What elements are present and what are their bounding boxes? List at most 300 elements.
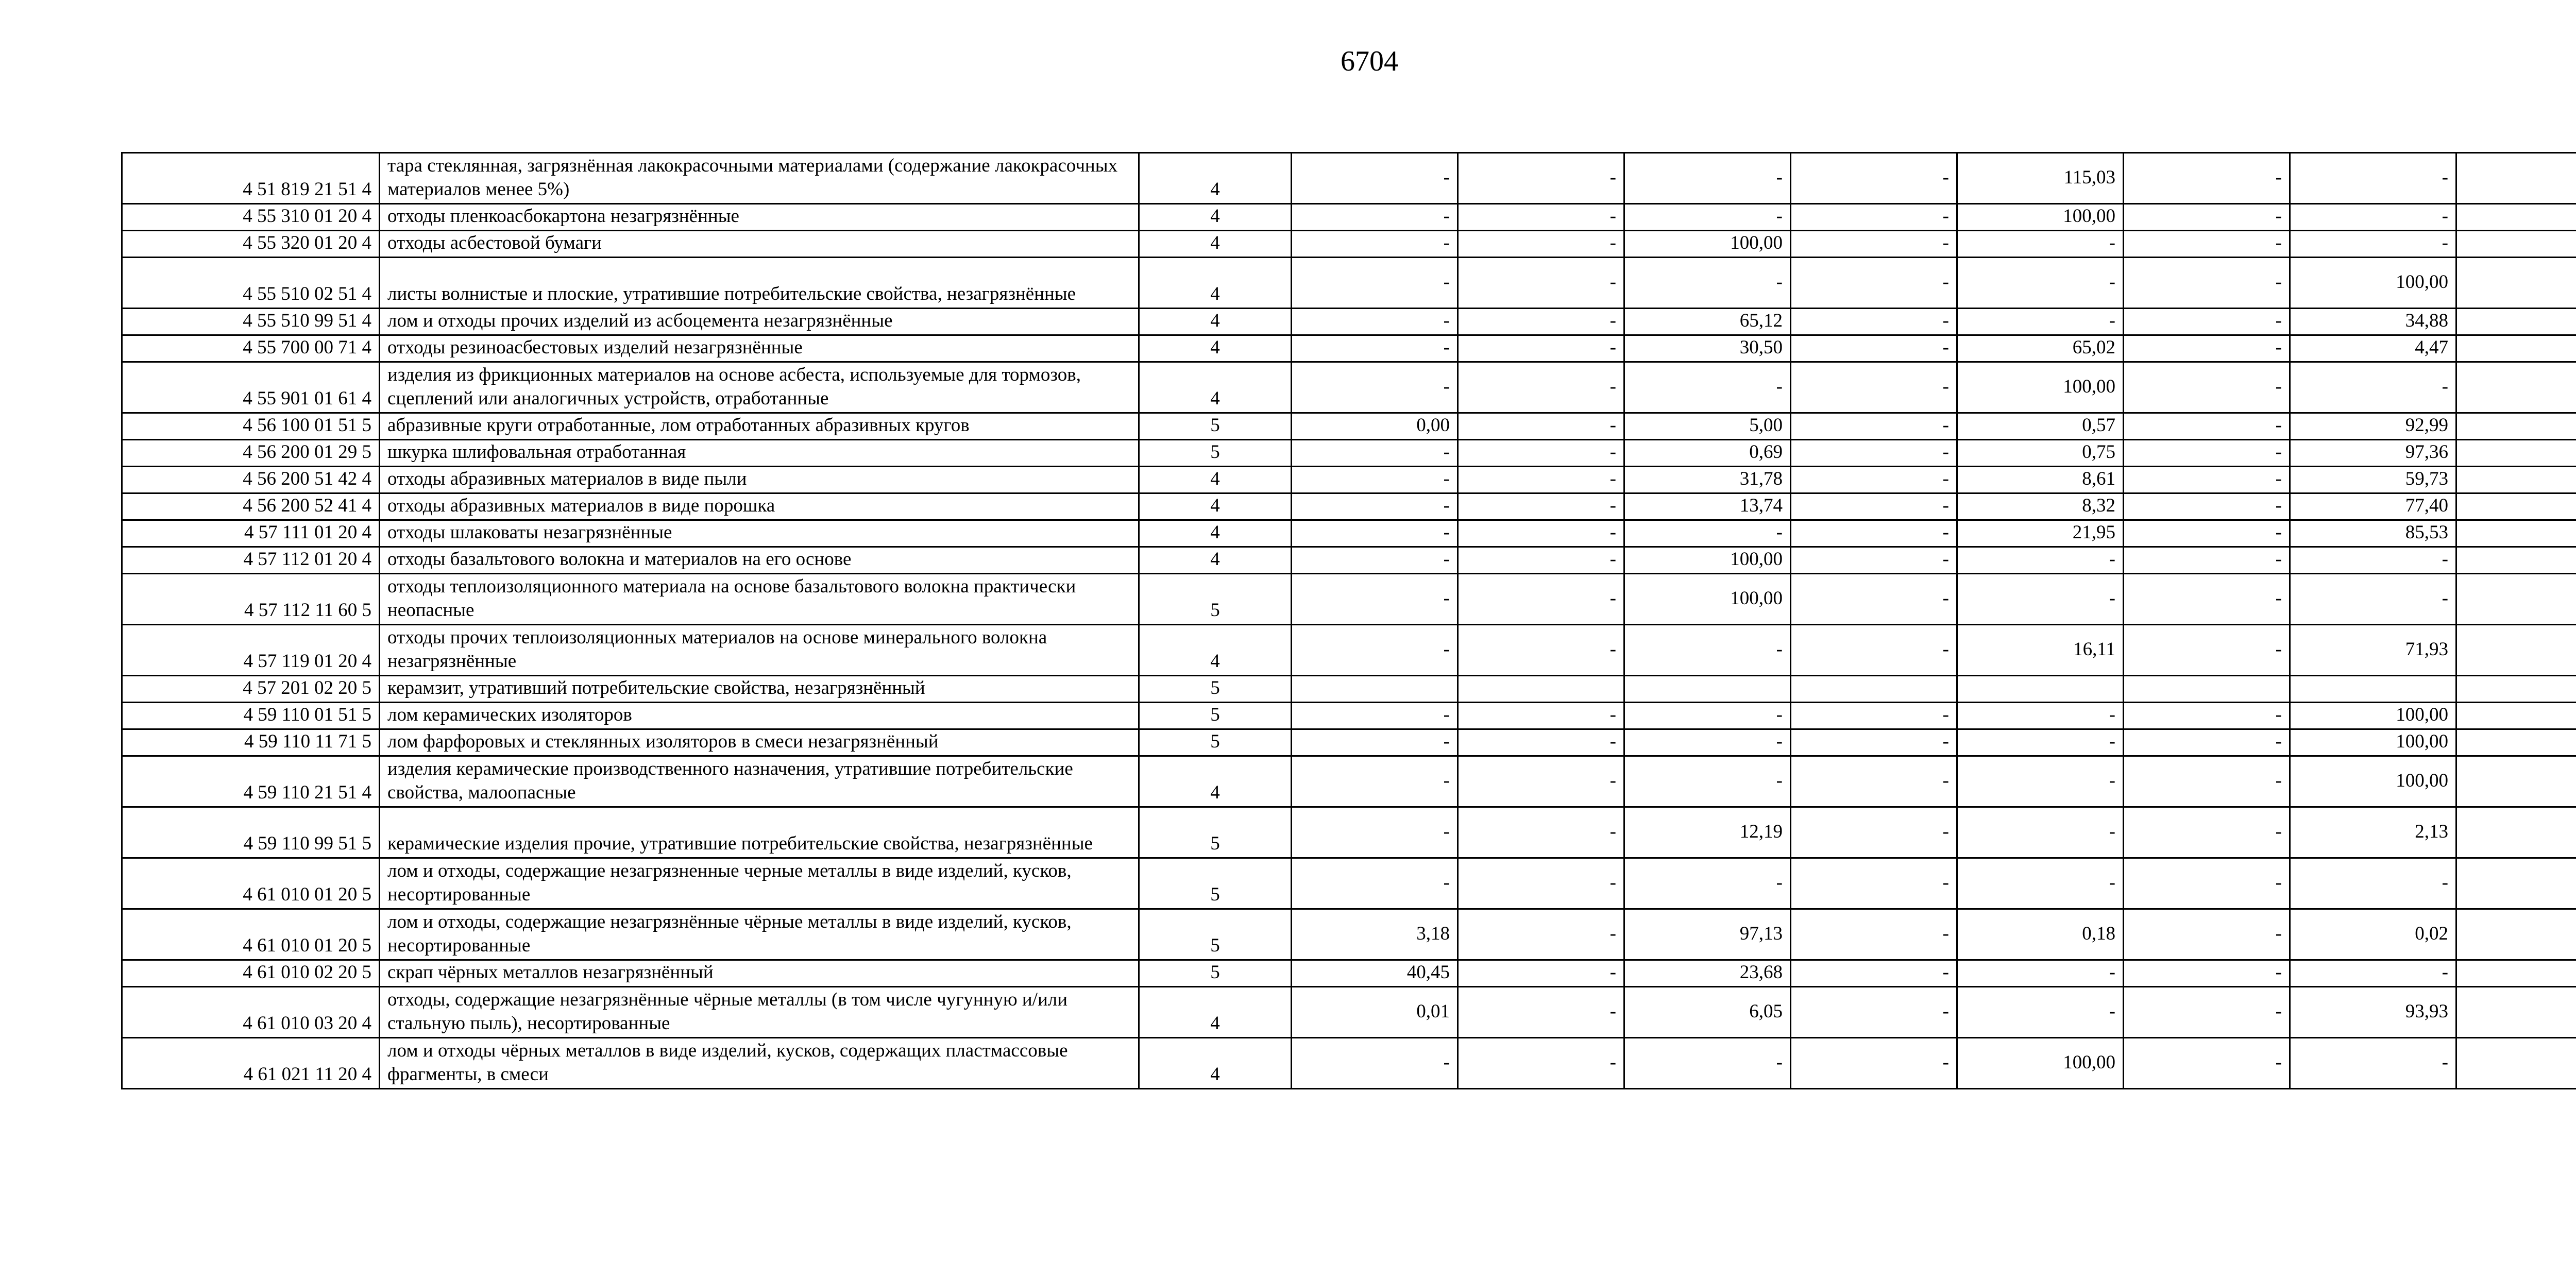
value-cell: - — [2290, 547, 2456, 574]
hazard-class-cell: 4 — [1139, 335, 1292, 362]
waste-code-cell: 4 57 119 01 20 4 — [122, 625, 380, 676]
value-cell: - — [1292, 1038, 1458, 1089]
table-row — [122, 909, 2576, 960]
waste-name-cell: отходы, содержащие незагрязнённые чёрные металлы (в том числе чугунную и/или стальную пыль), несортированные — [380, 987, 1139, 1038]
value-cell: 97,13 — [1624, 909, 1791, 960]
value-cell: - — [1791, 858, 1957, 909]
value-cell — [2124, 676, 2290, 703]
value-cell: - — [1791, 467, 1957, 493]
value-cell: - — [1458, 807, 1624, 858]
value-cell: - — [1458, 909, 1624, 960]
value-cell: - — [1957, 574, 2124, 625]
hazard-class-cell: 4 — [1139, 231, 1292, 258]
value-cell: - — [1458, 960, 1624, 987]
value-cell: 30,50 — [1624, 335, 1791, 362]
waste-name-cell: тара стеклянная, загрязнённая лакокрасочными материалами (содержание лакокрасочных материалов менее 5%) — [380, 153, 1139, 204]
table-row — [122, 960, 2576, 987]
value-cell: - — [2124, 807, 2290, 858]
value-cell — [2456, 729, 2576, 756]
waste-name-cell: лом и отходы чёрных металлов в виде изделий, кусков, содержащих пластмассовые фрагменты, в смеси — [380, 1038, 1139, 1089]
waste-name-cell: лом фарфоровых и стеклянных изоляторов в смеси незагрязнённый — [380, 729, 1139, 756]
value-cell: - — [1624, 625, 1791, 676]
value-cell — [2456, 676, 2576, 703]
waste-name-cell: отходы пленкоасбокартона незагрязнённые — [380, 204, 1139, 231]
table-row — [122, 625, 2576, 676]
value-cell — [2456, 547, 2576, 574]
value-cell: - — [1957, 703, 2124, 729]
value-cell — [2456, 335, 2576, 362]
waste-name-cell: абразивные круги отработанные, лом отработанных абразивных кругов — [380, 413, 1139, 440]
value-cell: 8,61 — [1957, 467, 2124, 493]
waste-name-cell: отходы асбестовой бумаги — [380, 231, 1139, 258]
value-cell: - — [1624, 362, 1791, 413]
value-cell: - — [2124, 858, 2290, 909]
waste-name-cell: лом и отходы, содержащие незагрязненные черные металлы в виде изделий, кусков, несортированные — [380, 858, 1139, 909]
waste-name-cell: отходы прочих теплоизоляционных материалов на основе минерального волокна незагрязнённые — [380, 625, 1139, 676]
page-number: 6704 — [1341, 45, 1398, 77]
value-cell — [2456, 231, 2576, 258]
value-cell: 65,02 — [1957, 335, 2124, 362]
value-cell: - — [1458, 729, 1624, 756]
hazard-class-cell: 5 — [1139, 960, 1292, 987]
value-cell: - — [1458, 756, 1624, 807]
value-cell: - — [1292, 153, 1458, 204]
hazard-class-cell: 4 — [1139, 520, 1292, 547]
table-row — [122, 756, 2576, 807]
value-cell: 100,00 — [1957, 204, 2124, 231]
hazard-class-cell: 4 — [1139, 153, 1292, 204]
value-cell: 100,00 — [2290, 258, 2456, 309]
value-cell: - — [1624, 520, 1791, 547]
value-cell: 100,00 — [2290, 729, 2456, 756]
waste-code-cell: 4 55 901 01 61 4 — [122, 362, 380, 413]
waste-code-cell: 4 57 111 01 20 4 — [122, 520, 380, 547]
value-cell: 93,93 — [2290, 987, 2456, 1038]
value-cell: - — [1458, 520, 1624, 547]
waste-name-cell: отходы шлаковаты незагрязнённые — [380, 520, 1139, 547]
value-cell: - — [2124, 493, 2290, 520]
value-cell: - — [2124, 231, 2290, 258]
table-row — [122, 703, 2576, 729]
value-cell: - — [2124, 574, 2290, 625]
value-cell: - — [1292, 335, 1458, 362]
value-cell: - — [1957, 987, 2124, 1038]
hazard-class-cell: 4 — [1139, 362, 1292, 413]
hazard-class-cell: 5 — [1139, 676, 1292, 703]
value-cell: - — [1292, 547, 1458, 574]
value-cell — [2456, 807, 2576, 858]
value-cell: - — [1791, 625, 1957, 676]
value-cell: 0,00 — [1292, 413, 1458, 440]
value-cell: - — [1292, 729, 1458, 756]
value-cell: - — [1791, 807, 1957, 858]
waste-name-cell: отходы теплоизоляционного материала на основе базальтового волокна практически неопасные — [380, 574, 1139, 625]
value-cell: - — [1624, 204, 1791, 231]
value-cell — [2456, 858, 2576, 909]
hazard-class-cell: 4 — [1139, 309, 1292, 335]
value-cell: - — [1957, 729, 2124, 756]
table-row — [122, 153, 2576, 204]
waste-name-cell: отходы абразивных материалов в виде пыли — [380, 467, 1139, 493]
waste-name-cell: скрап чёрных металлов незагрязнённый — [380, 960, 1139, 987]
value-cell: - — [1292, 520, 1458, 547]
hazard-class-cell: 4 — [1139, 493, 1292, 520]
table-row — [122, 231, 2576, 258]
value-cell: - — [2290, 858, 2456, 909]
value-cell: 77,40 — [2290, 493, 2456, 520]
value-cell: - — [1292, 574, 1458, 625]
table-row — [122, 807, 2576, 858]
table-row — [122, 729, 2576, 756]
value-cell: - — [1458, 467, 1624, 493]
value-cell: - — [1957, 258, 2124, 309]
waste-code-cell: 4 61 010 01 20 5 — [122, 909, 380, 960]
value-cell: 5,00 — [1624, 413, 1791, 440]
waste-code-cell: 4 57 201 02 20 5 — [122, 676, 380, 703]
value-cell: - — [2290, 1038, 2456, 1089]
value-cell: - — [1458, 493, 1624, 520]
value-cell: - — [1791, 309, 1957, 335]
value-cell: - — [1292, 258, 1458, 309]
value-cell — [2290, 676, 2456, 703]
value-cell — [1292, 676, 1458, 703]
value-cell — [2456, 574, 2576, 625]
value-cell: - — [1624, 1038, 1791, 1089]
table-row — [122, 520, 2576, 547]
value-cell: - — [1791, 493, 1957, 520]
value-cell: 3,18 — [1292, 909, 1458, 960]
value-cell: 115,03 — [1957, 153, 2124, 204]
value-cell: 71,93 — [2290, 625, 2456, 676]
value-cell: - — [1791, 703, 1957, 729]
value-cell: - — [1292, 703, 1458, 729]
hazard-class-cell: 5 — [1139, 909, 1292, 960]
value-cell: - — [2124, 1038, 2290, 1089]
value-cell: - — [1458, 703, 1624, 729]
value-cell: - — [1791, 335, 1957, 362]
value-cell: - — [1292, 858, 1458, 909]
value-cell — [2456, 909, 2576, 960]
value-cell: - — [2124, 413, 2290, 440]
hazard-class-cell: 4 — [1139, 756, 1292, 807]
value-cell — [1458, 676, 1624, 703]
waste-name-cell: лом и отходы, содержащие незагрязнённые чёрные металлы в виде изделий, кусков, несортированные — [380, 909, 1139, 960]
value-cell — [2456, 960, 2576, 987]
value-cell: - — [2290, 574, 2456, 625]
waste-name-cell: лом и отходы прочих изделий из асбоцемента незагрязнённые — [380, 309, 1139, 335]
value-cell: - — [1292, 204, 1458, 231]
value-cell: - — [1791, 440, 1957, 467]
value-cell: 0,01 — [1292, 987, 1458, 1038]
value-cell: - — [1458, 153, 1624, 204]
waste-code-cell: 4 55 320 01 20 4 — [122, 231, 380, 258]
table-row — [122, 858, 2576, 909]
waste-name-cell: керамзит, утративший потребительские свойства, незагрязнённый — [380, 676, 1139, 703]
value-cell: - — [1292, 756, 1458, 807]
waste-code-cell: 4 59 110 11 71 5 — [122, 729, 380, 756]
value-cell: - — [2124, 625, 2290, 676]
hazard-class-cell: 5 — [1139, 413, 1292, 440]
waste-code-cell: 4 56 200 01 29 5 — [122, 440, 380, 467]
value-cell: 100,00 — [1624, 574, 1791, 625]
table-body — [122, 153, 2576, 1089]
hazard-class-cell: 5 — [1139, 574, 1292, 625]
value-cell — [2456, 440, 2576, 467]
table-row — [122, 362, 2576, 413]
waste-code-cell: 4 51 819 21 51 4 — [122, 153, 380, 204]
value-cell: 12,19 — [1624, 807, 1791, 858]
table-row — [122, 574, 2576, 625]
value-cell — [2456, 625, 2576, 676]
waste-code-cell: 4 61 010 03 20 4 — [122, 987, 380, 1038]
value-cell: 21,95 — [1957, 520, 2124, 547]
waste-code-cell: 4 56 100 01 51 5 — [122, 413, 380, 440]
value-cell: 23,68 — [1624, 960, 1791, 987]
value-cell: - — [1458, 309, 1624, 335]
hazard-class-cell: 5 — [1139, 703, 1292, 729]
value-cell: 2,13 — [2290, 807, 2456, 858]
value-cell: - — [1458, 987, 1624, 1038]
value-cell: - — [1791, 413, 1957, 440]
value-cell: - — [1791, 987, 1957, 1038]
waste-code-cell: 4 59 110 21 51 4 — [122, 756, 380, 807]
hazard-class-cell: 4 — [1139, 625, 1292, 676]
value-cell: - — [1292, 625, 1458, 676]
value-cell — [2456, 756, 2576, 807]
value-cell: 34,88 — [2290, 309, 2456, 335]
value-cell: - — [1791, 756, 1957, 807]
value-cell: 0,75 — [1957, 440, 2124, 467]
value-cell: - — [1624, 756, 1791, 807]
value-cell: 100,00 — [2290, 756, 2456, 807]
waste-code-cell: 4 55 700 00 71 4 — [122, 335, 380, 362]
value-cell: - — [1458, 413, 1624, 440]
value-cell: 31,78 — [1624, 467, 1791, 493]
hazard-class-cell: 4 — [1139, 1038, 1292, 1089]
value-cell: - — [2124, 440, 2290, 467]
value-cell: - — [1292, 467, 1458, 493]
value-cell — [2456, 153, 2576, 204]
value-cell: - — [1458, 204, 1624, 231]
value-cell: - — [2124, 204, 2290, 231]
waste-name-cell: листы волнистые и плоские, утратившие потребительские свойства, незагрязнённые — [380, 258, 1139, 309]
waste-code-cell: 4 59 110 01 51 5 — [122, 703, 380, 729]
value-cell: - — [2290, 960, 2456, 987]
hazard-class-cell: 4 — [1139, 204, 1292, 231]
table-row — [122, 676, 2576, 703]
value-cell: 0,57 — [1957, 413, 2124, 440]
table-row — [122, 1038, 2576, 1089]
waste-code-cell: 4 57 112 11 60 5 — [122, 574, 380, 625]
table-row — [122, 204, 2576, 231]
value-cell: - — [1458, 574, 1624, 625]
waste-name-cell: лом керамических изоляторов — [380, 703, 1139, 729]
value-cell: - — [2124, 729, 2290, 756]
value-cell: 92,99 — [2290, 413, 2456, 440]
value-cell — [2456, 703, 2576, 729]
value-cell: - — [1957, 807, 2124, 858]
table-row — [122, 547, 2576, 574]
value-cell: 100,00 — [2290, 703, 2456, 729]
value-cell: - — [1458, 258, 1624, 309]
value-cell: - — [1292, 309, 1458, 335]
hazard-class-cell: 5 — [1139, 440, 1292, 467]
value-cell: - — [2290, 204, 2456, 231]
waste-code-cell: 4 61 010 01 20 5 — [122, 858, 380, 909]
hazard-class-cell: 5 — [1139, 729, 1292, 756]
value-cell — [1957, 676, 2124, 703]
waste-code-cell: 4 56 200 52 41 4 — [122, 493, 380, 520]
value-cell — [2456, 362, 2576, 413]
value-cell: - — [2290, 362, 2456, 413]
value-cell: - — [2124, 153, 2290, 204]
value-cell: 85,53 — [2290, 520, 2456, 547]
value-cell: - — [1957, 960, 2124, 987]
value-cell: - — [1458, 335, 1624, 362]
waste-code-cell: 4 59 110 99 51 5 — [122, 807, 380, 858]
hazard-class-cell: 4 — [1139, 258, 1292, 309]
waste-name-cell: шкурка шлифовальная отработанная — [380, 440, 1139, 467]
waste-code-cell: 4 61 010 02 20 5 — [122, 960, 380, 987]
value-cell: - — [1624, 703, 1791, 729]
value-cell: 0,69 — [1624, 440, 1791, 467]
waste-name-cell: изделия керамические производственного назначения, утратившие потребительские свойства, малоопасные — [380, 756, 1139, 807]
value-cell: - — [2124, 987, 2290, 1038]
value-cell: 100,00 — [1957, 362, 2124, 413]
value-cell: - — [1791, 362, 1957, 413]
value-cell — [1624, 676, 1791, 703]
value-cell: - — [1791, 153, 1957, 204]
value-cell: 100,00 — [1624, 231, 1791, 258]
waste-name-cell: отходы абразивных материалов в виде порошка — [380, 493, 1139, 520]
table-row — [122, 987, 2576, 1038]
value-cell: - — [1791, 204, 1957, 231]
value-cell: - — [1458, 231, 1624, 258]
value-cell — [2456, 309, 2576, 335]
value-cell: - — [1292, 231, 1458, 258]
value-cell: - — [1791, 960, 1957, 987]
hazard-class-cell: 4 — [1139, 467, 1292, 493]
waste-name-cell: керамические изделия прочие, утратившие потребительские свойства, незагрязнённые — [380, 807, 1139, 858]
value-cell — [2456, 258, 2576, 309]
value-cell: - — [1791, 909, 1957, 960]
value-cell — [2456, 520, 2576, 547]
value-cell: - — [2124, 703, 2290, 729]
value-cell: - — [2124, 362, 2290, 413]
value-cell: - — [2124, 756, 2290, 807]
value-cell: 59,73 — [2290, 467, 2456, 493]
table-row — [122, 440, 2576, 467]
value-cell: 4,47 — [2290, 335, 2456, 362]
value-cell: - — [1458, 858, 1624, 909]
value-cell: - — [1292, 493, 1458, 520]
value-cell: 0,18 — [1957, 909, 2124, 960]
value-cell: - — [1458, 362, 1624, 413]
hazard-class-cell: 4 — [1139, 547, 1292, 574]
value-cell: - — [2124, 467, 2290, 493]
value-cell: 100,00 — [1957, 1038, 2124, 1089]
value-cell: - — [1791, 1038, 1957, 1089]
table-row — [122, 309, 2576, 335]
value-cell: - — [1292, 440, 1458, 467]
value-cell: - — [1791, 729, 1957, 756]
value-cell: - — [1292, 362, 1458, 413]
value-cell: 16,11 — [1957, 625, 2124, 676]
value-cell — [2456, 204, 2576, 231]
value-cell — [2456, 493, 2576, 520]
waste-code-cell: 4 55 510 02 51 4 — [122, 258, 380, 309]
value-cell: - — [2290, 231, 2456, 258]
table-row — [122, 493, 2576, 520]
value-cell: 13,74 — [1624, 493, 1791, 520]
value-cell: 0,02 — [2290, 909, 2456, 960]
value-cell: - — [2124, 960, 2290, 987]
value-cell: - — [1957, 231, 2124, 258]
value-cell: - — [1957, 547, 2124, 574]
value-cell: - — [1624, 153, 1791, 204]
value-cell: - — [1791, 574, 1957, 625]
value-cell: - — [1957, 858, 2124, 909]
value-cell: - — [1957, 756, 2124, 807]
value-cell: 100,00 — [1624, 547, 1791, 574]
value-cell: - — [1292, 807, 1458, 858]
value-cell: 40,45 — [1292, 960, 1458, 987]
value-cell: 97,36 — [2290, 440, 2456, 467]
value-cell: - — [1624, 258, 1791, 309]
waste-code-cell: 4 55 510 99 51 4 — [122, 309, 380, 335]
value-cell: - — [2124, 547, 2290, 574]
hazard-class-cell: 4 — [1139, 987, 1292, 1038]
value-cell: - — [1458, 547, 1624, 574]
value-cell: - — [1791, 258, 1957, 309]
hazard-class-cell: 5 — [1139, 807, 1292, 858]
value-cell: - — [2124, 335, 2290, 362]
value-cell: - — [2124, 258, 2290, 309]
table-row — [122, 467, 2576, 493]
value-cell — [1791, 676, 1957, 703]
value-cell — [2456, 467, 2576, 493]
value-cell: - — [2124, 309, 2290, 335]
value-cell: - — [1624, 729, 1791, 756]
value-cell: - — [1624, 858, 1791, 909]
table-row — [122, 258, 2576, 309]
waste-code-cell: 4 55 310 01 20 4 — [122, 204, 380, 231]
value-cell: 6,05 — [1624, 987, 1791, 1038]
value-cell: 65,12 — [1624, 309, 1791, 335]
waste-code-cell: 4 57 112 01 20 4 — [122, 547, 380, 574]
value-cell: - — [1458, 625, 1624, 676]
table-row — [122, 335, 2576, 362]
value-cell — [2456, 1038, 2576, 1089]
waste-code-cell: 4 61 021 11 20 4 — [122, 1038, 380, 1089]
value-cell: - — [2124, 520, 2290, 547]
waste-table — [121, 152, 2576, 1089]
value-cell: - — [2290, 153, 2456, 204]
value-cell: - — [1791, 520, 1957, 547]
value-cell: 8,32 — [1957, 493, 2124, 520]
value-cell: - — [1957, 309, 2124, 335]
value-cell: - — [1458, 440, 1624, 467]
value-cell — [2456, 413, 2576, 440]
hazard-class-cell: 5 — [1139, 858, 1292, 909]
value-cell — [2456, 987, 2576, 1038]
value-cell: - — [1458, 1038, 1624, 1089]
value-cell: - — [2124, 909, 2290, 960]
waste-code-cell: 4 56 200 51 42 4 — [122, 467, 380, 493]
waste-name-cell: изделия из фрикционных материалов на основе асбеста, используемые для тормозов, сцеплений или аналогичных устройств, отработанные — [380, 362, 1139, 413]
waste-name-cell: отходы базальтового волокна и материалов на его основе — [380, 547, 1139, 574]
value-cell: - — [1791, 231, 1957, 258]
